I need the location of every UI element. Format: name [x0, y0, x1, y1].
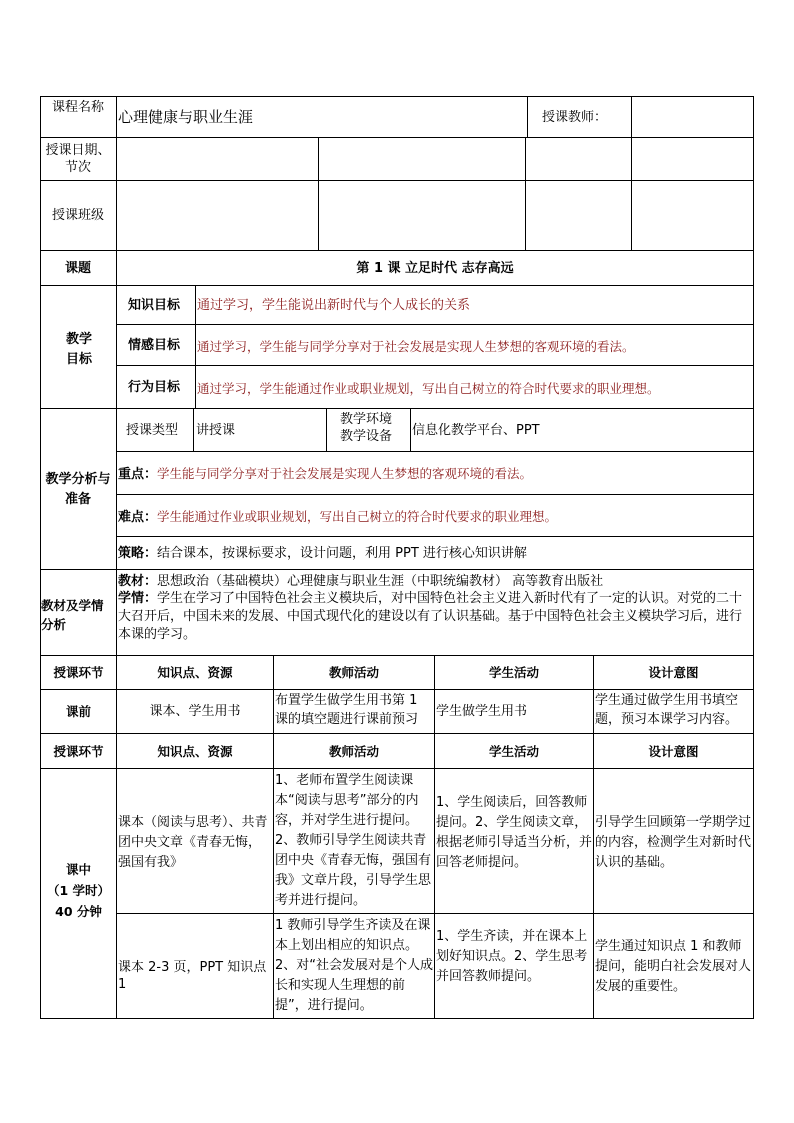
in-class-teacher: 1、老师布置学生阅读课本“阅读与思考”部分的内容，并对学生进行提问。2、教师引导学生阅读共青团中央《青春无悔，强国有我》文章片段，引导学生思考并进行提问。 — [275, 773, 432, 908]
col-header-stage: 授课环节 — [53, 744, 104, 759]
in-class-minutes: 40 分钟 — [55, 904, 102, 919]
students-text: 学生在学习了中国特色社会主义模块后，对中国特色社会主义进入新时代有了一定的认识。对党的二十大召开后，中国未来的发展、中国式现代化的建设以有了认识基础。基于中国特色社会主义模块学习后，进行本课的学习。 — [118, 591, 743, 642]
strategy — [118, 545, 527, 562]
col-header-teacher: 教师活动 — [328, 665, 379, 680]
textbook — [118, 573, 603, 590]
key-point — [118, 465, 532, 483]
difficult-point — [118, 508, 557, 526]
in-class-duration: （1 学时） — [46, 883, 111, 898]
col-header-stage: 授课环节 — [53, 665, 104, 680]
pre-class-intent: 学生通过做学生用书填空题，预习本课学习内容。 — [595, 693, 739, 727]
objective-name: 知识目标 — [128, 298, 181, 313]
in-class-resource: 课本（阅读与思考）、共青团中央文章《青春无悔，强国有我》 — [118, 815, 268, 870]
col-header-resource: 知识点、资源 — [157, 665, 233, 680]
date-label: 授课日期、节次 — [45, 143, 111, 175]
pre-class-teacher: 布置学生做学生用书第 1 课的填空题进行课前预习 — [275, 693, 419, 727]
pre-class-stage: 课前 — [65, 704, 91, 719]
col-header-student: 学生活动 — [488, 665, 539, 680]
materials-label: 教材及学情分析 — [41, 598, 104, 632]
course-name: 心理健康与职业生涯 — [118, 108, 254, 126]
key-point-text: 学生能与同学分享对于社会发展是实现人生梦想的客观环境的看法。 — [157, 466, 533, 481]
students-label: 学情： — [118, 591, 158, 606]
in-class-stage: 课中 — [65, 862, 91, 877]
strategy-text: 结合课本，按课标要求，设计问题，利用 PPT 进行核心知识讲解 — [157, 546, 527, 561]
in-class-student: 1、学生齐读，并在课本上划好知识点。2、学生思考并回答教师提问。 — [436, 929, 588, 984]
textbook-label: 教材： — [118, 574, 158, 589]
topic-title: 第 1 课 立足时代 志存高远 — [356, 261, 514, 276]
difficult-point-text: 学生能通过作业或职业规划，写出自己树立的符合时代要求的职业理想。 — [157, 509, 558, 524]
in-class-intent: 引导学生回顾第一学期学过的内容，检测学生对新时代认识的基础。 — [595, 815, 752, 870]
objectives-label: 教学目标 — [65, 332, 92, 367]
env-value: 信息化教学平台、PPT — [412, 423, 540, 438]
col-header-teacher: 教师活动 — [328, 744, 379, 759]
class-label: 授课班级 — [51, 208, 104, 223]
difficult-point-label: 难点： — [118, 510, 158, 525]
teacher-label: 授课教师： — [542, 110, 608, 125]
objective-name: 行为目标 — [128, 380, 181, 395]
in-class-resource: 课本 2-3 页，PPT 知识点 1 — [118, 960, 267, 992]
col-header-intent: 设计意图 — [648, 744, 699, 759]
textbook-text: 思想政治（基础模块）心理健康与职业生涯（中职统编教材） 高等教育出版社 — [157, 574, 604, 589]
topic-label: 课题 — [64, 261, 91, 276]
objective-name: 情感目标 — [128, 338, 181, 353]
type-value: 讲授课 — [196, 423, 236, 438]
col-header-intent: 设计意图 — [648, 665, 699, 680]
pre-class-student: 学生做学生用书 — [436, 704, 528, 719]
pre-class-resource: 课本、学生用书 — [149, 704, 241, 719]
key-point-label: 重点： — [118, 467, 158, 482]
type-label: 授课类型 — [126, 423, 179, 438]
env-label: 教学环境教学设备 — [340, 412, 393, 444]
course-name-label: 课程名称 — [52, 100, 105, 115]
in-class-teacher: 1 教师引导学生齐读及在课本上划出相应的知识点。2、对“社会发展对是个人成长和实现人生理想的前提”，进行提问。 — [275, 918, 434, 1013]
col-header-student: 学生活动 — [488, 744, 539, 759]
objective-text: 通过学习，学生能与同学分享对于社会发展是实现人生梦想的客观环境的看法。 — [197, 339, 635, 354]
students — [118, 590, 752, 644]
objective-text: 通过学习，学生能通过作业或职业规划，写出自己树立的符合时代要求的职业理想。 — [197, 381, 660, 396]
objective-text: 通过学习，学生能说出新时代与个人成长的关系 — [197, 298, 471, 313]
col-header-resource: 知识点、资源 — [157, 744, 233, 759]
analysis-label: 教学分析与准备 — [45, 472, 111, 507]
in-class-student: 1、学生阅读后，回答教师提问。2、学生阅读文章，根据老师引导适当分析，并回答老师提问。 — [436, 795, 593, 870]
in-class-intent: 学生通过知识点 1 和教师提问，能明白社会发展对人发展的重要性。 — [595, 939, 752, 994]
strategy-label: 策略： — [118, 546, 158, 561]
